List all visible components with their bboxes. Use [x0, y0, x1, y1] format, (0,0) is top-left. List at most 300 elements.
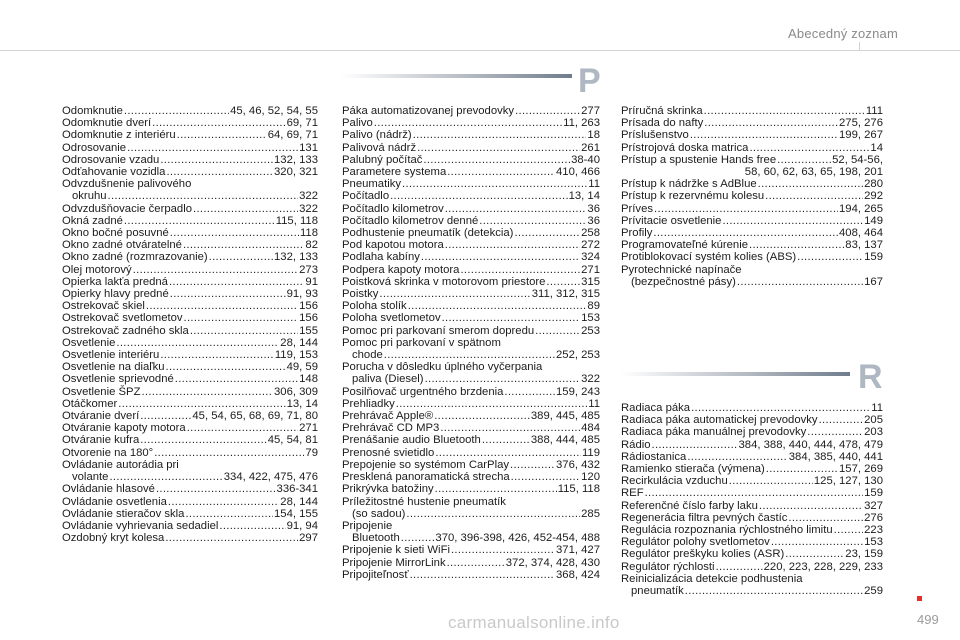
index-entry [342, 483, 600, 495]
index-entry-term: Otváranie kufra [62, 434, 140, 447]
index-entry-pages: 132, 133 [274, 251, 318, 264]
dot-leader [515, 105, 580, 117]
index-entry [342, 203, 600, 215]
index-entry-pages: 292 [864, 190, 883, 203]
dot-leader [759, 500, 863, 512]
index-entry-term: Regulátor polohy svetlometov [621, 536, 770, 549]
dot-leader [184, 312, 299, 324]
index-entry [621, 190, 883, 202]
index-entry [342, 288, 600, 300]
index-entry-term: Olej motorový [62, 263, 132, 276]
index-entry [62, 117, 318, 129]
index-entry-term: volante [72, 471, 109, 484]
index-entry-pages: 324 [581, 251, 600, 264]
index-entry [342, 471, 600, 483]
index-entry [342, 264, 600, 276]
index-entry-term: Prenosné svietidlo [342, 446, 435, 459]
index-entry-pages: 82 [305, 239, 318, 252]
index-entry-term: Podpera kapoty motora [342, 263, 460, 276]
index-entry-pages: 119, 153 [274, 349, 318, 362]
index-column-3-p [621, 105, 883, 288]
index-entry-term: Páka automatizovanej prevodovky [342, 105, 515, 117]
index-entry-pages: 148 [299, 373, 318, 386]
index-entry-pages: 220, 223, 228, 229, 233 [763, 560, 883, 573]
index-entry-term: Ostrekovač zadného skla [62, 324, 189, 337]
dot-leader [535, 325, 580, 337]
dot-leader [170, 227, 299, 239]
index-entry-term: Protiblokovací systém kolies (ABS) [621, 251, 797, 264]
section-bar-p [340, 74, 572, 78]
index-entry-term: Ovládanie vyhrievania sedadiel [62, 519, 219, 532]
index-entry-pages: 38-40 [571, 153, 600, 166]
index-entry-pages: 384, 388, 440, 444, 478, 479 [738, 438, 883, 451]
dot-leader [797, 251, 863, 263]
index-entry [342, 129, 600, 141]
dot-leader [169, 276, 304, 288]
dot-leader [396, 398, 588, 410]
page-number: 499 [917, 612, 939, 627]
index-entry-pages: 159, 243 [556, 385, 600, 398]
dot-leader [209, 251, 273, 263]
dot-leader [390, 190, 567, 202]
header-rule [0, 50, 960, 51]
index-entry-term: Radiaca páka manuálnej prevodovky [621, 426, 807, 439]
index-entry-pages: 125, 127, 130 [813, 475, 883, 488]
index-entry [62, 312, 318, 324]
index-entry-pages: 149 [864, 214, 883, 227]
index-entry-term: Opierky hlavy predné [62, 288, 169, 301]
index-entry-term: Presklená panoramatická strecha [342, 471, 510, 484]
dot-leader [510, 459, 555, 471]
dot-leader [160, 154, 273, 166]
dot-leader [193, 203, 298, 215]
dot-leader [690, 129, 838, 141]
index-entry-pages: 322 [299, 202, 318, 215]
index-entry-term: Ostrekovač skiel [62, 300, 145, 313]
index-entry-term: paliva (Diesel) [352, 373, 424, 386]
index-entry [342, 154, 600, 166]
dot-leader [166, 361, 286, 373]
dot-leader [771, 536, 863, 548]
index-entry-term: Regulácia rozpoznania rýchlostného limitu [621, 524, 833, 537]
index-entry-term: Ostrekovač svetlometov [62, 312, 183, 325]
index-entry-pages: 285 [581, 507, 600, 520]
index-entry [342, 398, 600, 410]
index-entry [621, 561, 883, 573]
index-entry-pages: 155 [299, 324, 318, 337]
index-entry [62, 264, 318, 276]
dot-leader [160, 349, 274, 361]
index-entry-pages: 120 [581, 471, 600, 484]
index-entry-term: Regulátor preškyku kolies (ASR) [621, 548, 785, 561]
index-entry [621, 154, 883, 166]
index-entry [621, 414, 883, 426]
index-entry [62, 398, 318, 410]
index-entry [62, 288, 318, 300]
index-entry-pages: 45, 54, 81 [267, 434, 318, 447]
dot-leader [749, 239, 844, 251]
index-entry [342, 251, 600, 263]
index-entry-pages: 370, 396-398, 426, 452-454, 488 [435, 532, 600, 545]
dot-leader [133, 264, 298, 276]
index-entry-term: Príves [621, 202, 654, 215]
index-entry-term: Pneumatiky [342, 178, 402, 191]
index-entry-pages: 322 [299, 190, 318, 203]
index-entry-pages: 159 [864, 251, 883, 264]
index-entry [62, 410, 318, 422]
index-entry-term: Príručná skrinka [621, 105, 703, 117]
index-entry-term: Prístrojová doska matrica [621, 141, 749, 154]
dot-leader [187, 422, 298, 434]
index-entry [621, 129, 883, 141]
dot-leader [177, 129, 267, 141]
index-entry [342, 569, 600, 581]
dot-leader [175, 373, 298, 385]
index-entry-pages: 199, 267 [839, 129, 883, 142]
index-entry-pages: 13, 14 [286, 397, 318, 410]
index-entry-pages: 203 [864, 426, 883, 439]
dot-leader [807, 426, 863, 438]
index-entry [342, 434, 600, 446]
index-entry-term: Regenerácia filtra pevných častíc [621, 511, 788, 524]
index-entry-term: Bluetooth [352, 532, 400, 545]
index-entry-pages: 258 [581, 227, 600, 240]
index-entry [62, 520, 318, 532]
dot-leader [716, 561, 763, 573]
dot-leader [685, 585, 863, 597]
index-entry-term: Ovládanie osvetlenia [62, 495, 167, 508]
dot-leader [408, 300, 587, 312]
index-entry-term: Recirkulácia vzduchu [621, 475, 728, 488]
index-entry-term: Okná zadné [62, 214, 123, 227]
index-entry-pages: 156 [299, 312, 318, 325]
index-entry-pages: 45, 46, 52, 54, 55 [230, 105, 318, 117]
index-entry [342, 215, 600, 227]
index-entry [62, 166, 318, 178]
index-entry-term: (so sadou) [352, 507, 406, 520]
index-entry-term: Ozdobný kryt kolesa [62, 532, 165, 545]
index-entry [342, 166, 600, 178]
index-entry-pages: 18 [587, 129, 600, 142]
dot-leader [435, 483, 557, 495]
dot-leader [652, 439, 738, 451]
index-column-2 [342, 105, 600, 581]
dot-leader [141, 386, 273, 398]
index-entry-pages: 306, 309 [274, 385, 318, 398]
index-entry-term: REF [621, 487, 644, 500]
dot-leader [504, 386, 555, 398]
index-entry [342, 276, 600, 288]
index-entry-term: Okno zadné (rozmrazovanie) [62, 251, 208, 264]
dot-leader [440, 422, 580, 434]
index-entry-pages: 11 [871, 402, 883, 414]
index-entry [62, 508, 318, 520]
index-entry-pages: 253 [581, 324, 600, 337]
index-entry-heading: Porucha v dôsledku úplného vyčerpania [342, 361, 543, 374]
index-entry-term: Odomknutie dverí [62, 117, 152, 130]
page-section-title: Abecedný zoznam [788, 26, 898, 41]
dot-leader [423, 154, 570, 166]
index-entry-term: Ovládanie hlasové [62, 483, 155, 496]
index-entry [621, 451, 883, 463]
index-entry [62, 447, 318, 459]
dot-leader [124, 105, 229, 117]
index-entry-heading: Ovládanie autorádia pri [62, 458, 179, 471]
dot-leader [152, 117, 285, 129]
dot-leader [116, 337, 279, 349]
index-entry-pages: 336-341 [276, 483, 318, 496]
index-entry-term: Okno bočné posuvné [62, 227, 169, 240]
index-entry-heading: Pomoc pri parkovaní v spätnom [342, 336, 501, 349]
index-entry [621, 117, 883, 129]
index-entry-term: Podlaha kabíny [342, 251, 420, 264]
dot-leader [154, 447, 304, 459]
index-entry-pages: 91 [305, 275, 318, 288]
index-entry-term: Regulátor rýchlosti [621, 560, 715, 573]
index-entry-pages: 49, 59 [286, 361, 318, 374]
dot-leader [445, 239, 580, 251]
index-entry-pages: 69, 71 [286, 117, 318, 130]
dot-leader [785, 548, 844, 560]
index-entry [342, 532, 600, 544]
index-entry-pages: 119 [581, 446, 600, 459]
index-entry-pages: 368, 424 [556, 568, 600, 581]
index-entry-term: Okno zadné otváratelné [62, 239, 182, 252]
index-entry-pages: 252, 253 [556, 349, 600, 362]
index-entry-pages: 259 [864, 585, 883, 598]
index-entry-term: Pod kapotou motora [342, 239, 444, 252]
index-entry [62, 349, 318, 361]
index-entry-term: Prikrývka batožiny [342, 483, 434, 496]
index-entry [621, 227, 883, 239]
dot-leader [451, 544, 555, 556]
index-entry-pages: 484 [581, 422, 600, 435]
index-entry-term: Poloha svetlometov [342, 312, 441, 325]
index-entry-term: Pripojenie MirrorLink [342, 556, 446, 569]
index-entry [342, 105, 600, 117]
index-entry-term: Prepojenie so systémom CarPlay [342, 458, 510, 471]
dot-leader [758, 178, 864, 190]
dot-leader [704, 105, 865, 117]
index-entry-pages: 83, 137 [845, 239, 883, 252]
index-entry [62, 203, 318, 215]
index-entry [62, 276, 318, 288]
dot-leader [185, 508, 273, 520]
dot-leader [722, 215, 863, 227]
dot-leader [447, 166, 555, 178]
dot-leader [219, 520, 285, 532]
index-entry [62, 251, 318, 263]
index-entry-term: Príslušenstvo [621, 129, 689, 142]
index-entry-term: Poistky [342, 288, 379, 301]
index-entry-term: Osvetlenie na diaľku [62, 361, 165, 374]
index-entry-term: Parametere systema [342, 166, 447, 179]
index-entry-pages: 273 [299, 263, 318, 276]
index-entry [342, 300, 600, 312]
dot-leader [765, 190, 863, 202]
index-entry-term: Odomknutie z interiéru [62, 129, 176, 142]
index-entry [342, 544, 600, 556]
index-entry [621, 105, 883, 117]
index-entry [62, 483, 318, 495]
index-entry [621, 439, 883, 451]
index-entry-heading: Pripojenie [342, 519, 393, 532]
index-entry-pages: 261 [581, 141, 600, 154]
index-entry-term: Osvetlenie ŠPZ [62, 385, 141, 398]
index-entry-pages: 297 [299, 532, 318, 545]
index-entry-term: Otváranie dverí [62, 410, 140, 423]
dot-leader [410, 569, 555, 581]
index-entry-term: Palivová nádrž [342, 141, 417, 154]
index-entry-term: Prehrávač Apple® [342, 410, 434, 423]
index-entry-term: Ovládanie stieračov skla [62, 507, 185, 520]
index-entry-term: Opierka lakťa predná [62, 275, 168, 288]
index-entry-pages: 322 [581, 373, 600, 386]
dot-leader [819, 414, 864, 426]
index-entry [342, 190, 600, 202]
dot-leader [402, 178, 587, 190]
page-marker [917, 596, 922, 601]
index-entry [621, 239, 883, 251]
index-entry [621, 512, 883, 524]
index-entry-pages: 389, 445, 485 [530, 410, 600, 423]
index-entry-pages: 11, 263 [563, 117, 600, 130]
index-entry-pages: 315 [581, 275, 600, 288]
index-entry [621, 548, 883, 560]
index-column-3-r [621, 402, 883, 597]
index-entry-term: Pripojiteľnosť [342, 568, 409, 581]
index-entry [62, 215, 318, 227]
index-entry-pages: 91, 94 [286, 519, 318, 532]
index-entry-pages: 58, 60, 62, 63, 65, 198, 201 [744, 166, 883, 179]
index-entry [342, 410, 600, 422]
index-entry [62, 471, 318, 483]
dot-leader [127, 142, 298, 154]
index-entry-pages: 23, 159 [845, 548, 883, 561]
index-entry [342, 227, 600, 239]
dot-leader [165, 532, 298, 544]
index-entry-pages: 131 [299, 141, 318, 154]
index-entry-term: Prístup k rezervnému kolesu [621, 190, 765, 203]
dot-leader [170, 288, 286, 300]
dot-leader [737, 276, 863, 288]
dot-leader [140, 410, 191, 422]
dot-leader [546, 276, 580, 288]
index-entry-pages: 277 [581, 105, 600, 117]
index-entry-term: Prenášanie audio Bluetooth [342, 434, 481, 447]
dot-leader [687, 451, 787, 463]
dot-leader [511, 471, 580, 483]
index-entry-term: Otvorenie na 180° [62, 446, 154, 459]
index-entry-term: Posilňovač urgentného brzdenia [342, 385, 504, 398]
index-entry [621, 178, 883, 190]
dot-leader [406, 508, 580, 520]
watermark: carmanualsonline.info [448, 613, 620, 632]
index-entry-term: Podhustenie pneumatík (detekcia) [342, 227, 514, 240]
dot-leader [190, 325, 298, 337]
index-entry-pages: 52, 54-56, [832, 153, 883, 166]
dot-leader [788, 512, 863, 524]
index-entry [621, 276, 883, 288]
index-entry [62, 361, 318, 373]
index-entry [342, 312, 600, 324]
dot-leader [482, 434, 530, 446]
section-bar-r [620, 372, 850, 376]
index-entry-pages: 45, 54, 65, 68, 69, 71, 80 [192, 410, 318, 423]
dot-leader [401, 532, 435, 544]
dot-leader [118, 398, 285, 410]
index-entry-pages: 111 [865, 105, 883, 117]
dot-leader [442, 312, 581, 324]
index-entry-term: Osvetlenie sprievodné [62, 373, 174, 386]
dot-leader [654, 203, 838, 215]
index-entry-pages: 410, 466 [556, 166, 600, 179]
index-entry-term: Palubný počítač [342, 153, 423, 166]
index-entry [62, 337, 318, 349]
index-entry-pages: 118 [299, 227, 318, 240]
index-entry-pages: 36 [587, 214, 600, 227]
index-entry-term: Radiaca páka [621, 402, 691, 414]
index-entry-term: (bezpečnostné pásy) [631, 275, 736, 288]
index-entry-term: Odvzdušňovacie čerpadlo [62, 202, 192, 215]
index-entry-heading: Príležitostné hustenie pneumatík [342, 495, 506, 508]
index-entry-pages: 132, 133 [274, 153, 318, 166]
dot-leader [777, 154, 831, 166]
index-entry [621, 585, 883, 597]
index-entry-pages: 11 [588, 178, 600, 191]
index-entry-term: Počítadlo kilometrov [342, 202, 444, 215]
index-entry-pages: 14 [870, 141, 883, 154]
index-entry-pages: 280 [864, 178, 883, 191]
dot-leader [421, 251, 580, 263]
dot-leader [109, 471, 222, 483]
index-entry-term: Osvetlenie [62, 336, 116, 349]
dot-leader [168, 496, 279, 508]
index-entry-pages: 156 [299, 300, 318, 313]
index-entry [621, 524, 883, 536]
index-entry-term: Počítadlo [342, 190, 390, 203]
dot-leader [479, 215, 586, 227]
index-entry-term: Prehrávač CD MP3 [342, 422, 440, 435]
index-entry-term: Otáčkomer [62, 397, 118, 410]
index-entry [62, 300, 318, 312]
index-entry-pages: 115, 118 [557, 483, 600, 496]
index-entry-pages: 89 [587, 300, 600, 313]
dot-leader [124, 215, 275, 227]
dot-leader [425, 373, 581, 385]
index-entry-term: Prístup a spustenie Hands free [621, 153, 777, 166]
dot-leader [166, 166, 273, 178]
index-entry [62, 190, 318, 202]
section-letter-p: P [578, 62, 601, 100]
index-entry-term: Odomknutie [62, 105, 123, 117]
dot-leader [384, 349, 555, 361]
index-entry-pages: 115, 118 [275, 214, 318, 227]
index-entry-term: Otváranie kapoty motora [62, 422, 186, 435]
index-entry-term: Prehliadky [342, 397, 395, 410]
index-entry [62, 434, 318, 446]
index-entry [62, 142, 318, 154]
index-entry-term: Rádiostanica [621, 450, 687, 463]
index-entry [621, 426, 883, 438]
index-entry-pages: 91, 93 [286, 288, 318, 301]
index-entry [342, 373, 600, 385]
dot-leader [645, 487, 864, 499]
dot-leader [691, 402, 870, 414]
index-entry-pages: 223 [864, 524, 883, 537]
index-entry-heading: Pyrotechnické napínače [621, 263, 742, 276]
index-entry [621, 487, 883, 499]
